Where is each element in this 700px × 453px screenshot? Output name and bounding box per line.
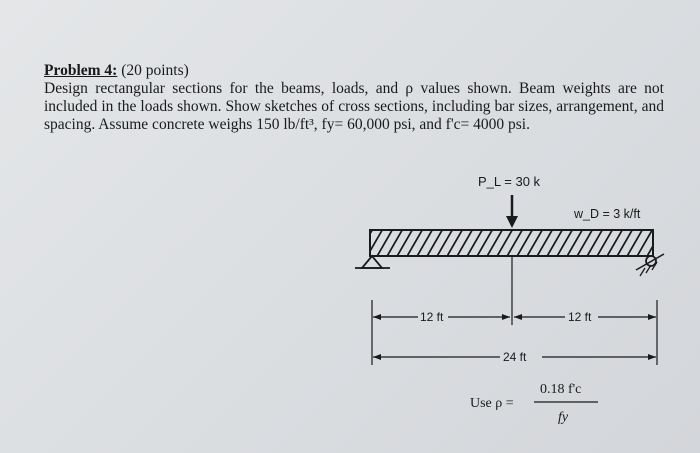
problem-number: Problem 4: — [44, 62, 118, 79]
problem-text: Design rectangular sections for the beams, loads, and ρ values shown. Beam weights are not included in the loads shown. Show sketches of cross sections, including bar sizes, arrangement, and spacing. Assume concrete weighs 150 lb/ft³, fy= 60,000 psi, and f'c= 4000 psi. — [44, 80, 664, 133]
right-span-label: 12 ft — [568, 310, 592, 324]
rho-denominator: fy — [558, 410, 569, 425]
roller-support — [636, 254, 664, 276]
point-load-label: P_L = 30 k — [478, 174, 541, 189]
left-span-label: 12 ft — [420, 310, 444, 324]
pin-support — [355, 256, 390, 268]
point-load-arrow — [506, 195, 518, 228]
dist-load-label: w_D = 3 k/ft — [574, 207, 641, 221]
beam — [370, 230, 653, 256]
problem-points: (20 points) — [117, 62, 189, 79]
rho-numerator: 0.18 f'c — [540, 382, 582, 397]
rho-prefix: Use ρ = — [470, 396, 514, 411]
total-span-label: 24 ft — [503, 350, 527, 364]
